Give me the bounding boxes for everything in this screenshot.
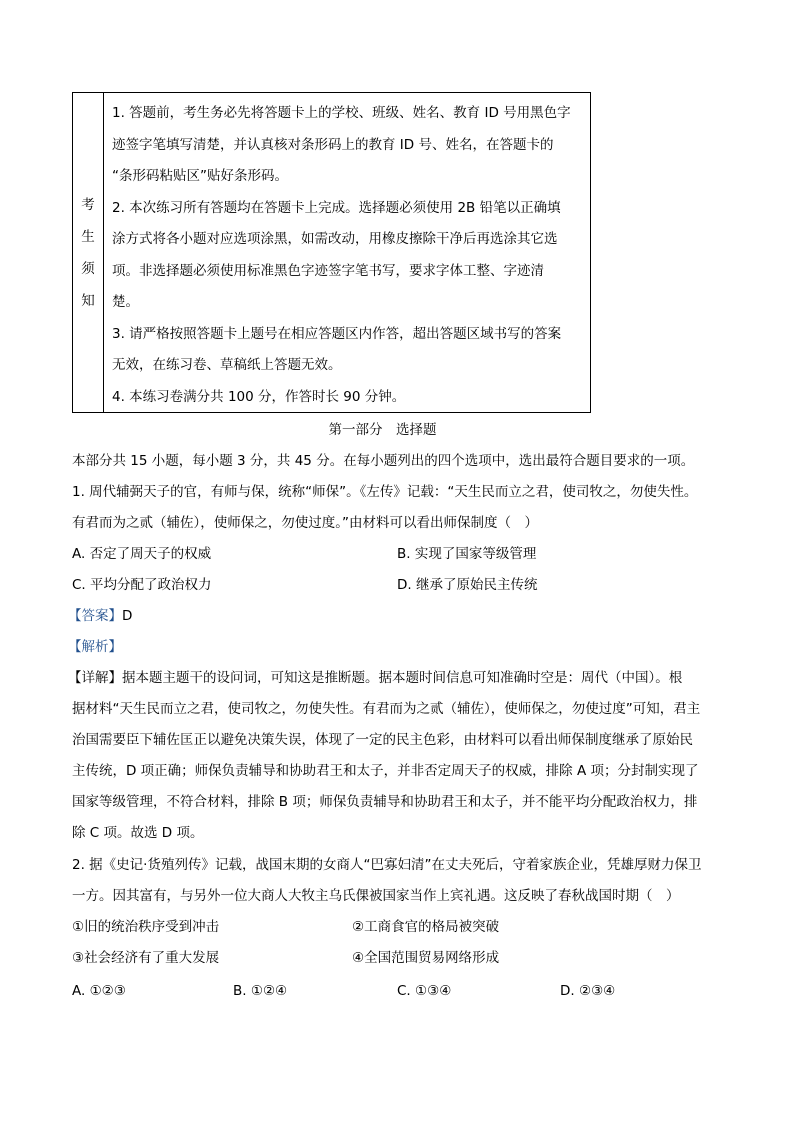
question-2-stem: 一方。因其富有，与另外一位大商人大牧主乌氏倮被国家当作上宾礼遇。这反映了春秋战国时期（ ）	[72, 888, 680, 904]
notice-label-char: 知	[81, 292, 95, 309]
notice-body	[112, 98, 587, 413]
question-2-statement-2: ②工商食官的格局被突破	[352, 919, 500, 935]
section-instructions: 本部分共 15 小题，每小题 3 分，共 45 分。在每小题列出的四个选项中，选出最符合题目要求的一项。	[72, 453, 695, 469]
exam-notice-box	[72, 92, 591, 413]
answer-label: 【答案】	[68, 608, 122, 624]
question-1-option-d: D. 继承了原始民主传统	[397, 577, 538, 593]
detail-line: 主传统，D 项正确；师保负责辅导和协助君王和太子，并非否定周天子的权威，排除 A 项；分封制实现了	[72, 763, 699, 779]
notice-line: 1. 答题前，考生务必先将答题卡上的学校、班级、姓名、教育 ID 号用黑色字	[112, 105, 571, 121]
detail-line: 据材料“天生民而立之君，使司牧之，勿使失性。有君而为之贰（辅佐），使师保之，勿使过度”可知，君主	[72, 701, 701, 717]
question-1-stem: 1. 周代辅弼天子的官，有师与保，统称“师保”。《左传》记载：“天生民而立之君，使司牧之，勿使失性。	[72, 484, 698, 500]
question-2-statement-1: ①旧的统治秩序受到冲击	[72, 919, 220, 935]
notice-line: 3. 请严格按照答题卡上题号在相应答题区内作答，超出答题区域书写的答案	[112, 325, 562, 342]
question-2-stem: 2. 据《史记·货殖列传》记载，战国末期的女商人“巴寡妇清”在丈夫死后，守着家族企业，凭雄厚财力保卫	[72, 857, 702, 873]
notice-line: 迹签字笔填写清楚，并认真核对条形码上的教育 ID 号、姓名，在答题卡的	[112, 136, 554, 153]
notice-line: 楚。	[112, 294, 139, 310]
notice-label-char: 生	[81, 228, 95, 245]
notice-line: “条形码粘贴区”贴好条形码。	[112, 168, 288, 184]
notice-line: 项。非选择题必须使用标准黑色字迹签字笔书写，要求字体工整、字迹清	[112, 262, 544, 279]
notice-line: 2. 本次练习所有答题均在答题卡上完成。选择题必须使用 2B 铅笔以正确填	[112, 199, 561, 216]
notice-line: 无效，在练习卷、草稿纸上答题无效。	[112, 357, 342, 373]
answer-value: D	[122, 608, 133, 624]
detail-line: 【详解】据本题主题干的设问词，可知这是推断题。据本题时间信息可知准确时空是：周代（中国）。根	[68, 670, 683, 686]
answer-line	[68, 606, 132, 626]
section-title: 第一部分 选择题	[328, 422, 437, 438]
notice-line: 4. 本练习卷满分共 100 分，作答时长 90 分钟。	[112, 388, 406, 405]
detail-line: 治国需要臣下辅佐匡正以避免决策失误，体现了一定的民主色彩，由材料可以看出师保制度继承了原始民	[72, 732, 693, 748]
notice-label-char: 须	[81, 260, 95, 277]
question-2-statement-4: ④全国范围贸易网络形成	[352, 950, 500, 966]
question-2-statement-3: ③社会经济有了重大发展	[72, 950, 220, 966]
question-2-option-a: A. ①②③	[72, 983, 126, 999]
notice-line: 涂方式将各小题对应选项涂黑，如需改动，用橡皮擦除干净后再选涂其它选	[112, 231, 558, 247]
question-2-option-b: B. ①②④	[233, 983, 288, 999]
detail-line: 除 C 项。故选 D 项。	[72, 825, 204, 841]
detail-line: 国家等级管理，不符合材料，排除 B 项；师保负责辅导和协助君王和太子，并不能平均分配政治权力，排	[72, 794, 698, 810]
question-1-stem: 有君而为之贰（辅佐），使师保之，勿使过度。”由材料可以看出师保制度（ ）	[72, 515, 538, 531]
question-1-option-b: B. 实现了国家等级管理	[397, 546, 537, 562]
question-2-option-d: D. ②③④	[560, 983, 616, 999]
analysis-label: 【解析】	[68, 639, 122, 655]
notice-label-char: 考	[81, 196, 95, 213]
question-1-option-a: A. 否定了周天子的权威	[72, 546, 212, 562]
question-1-option-c: C. 平均分配了政治权力	[72, 577, 212, 593]
notice-label-column	[73, 93, 104, 412]
question-2-option-c: C. ①③④	[397, 983, 452, 999]
